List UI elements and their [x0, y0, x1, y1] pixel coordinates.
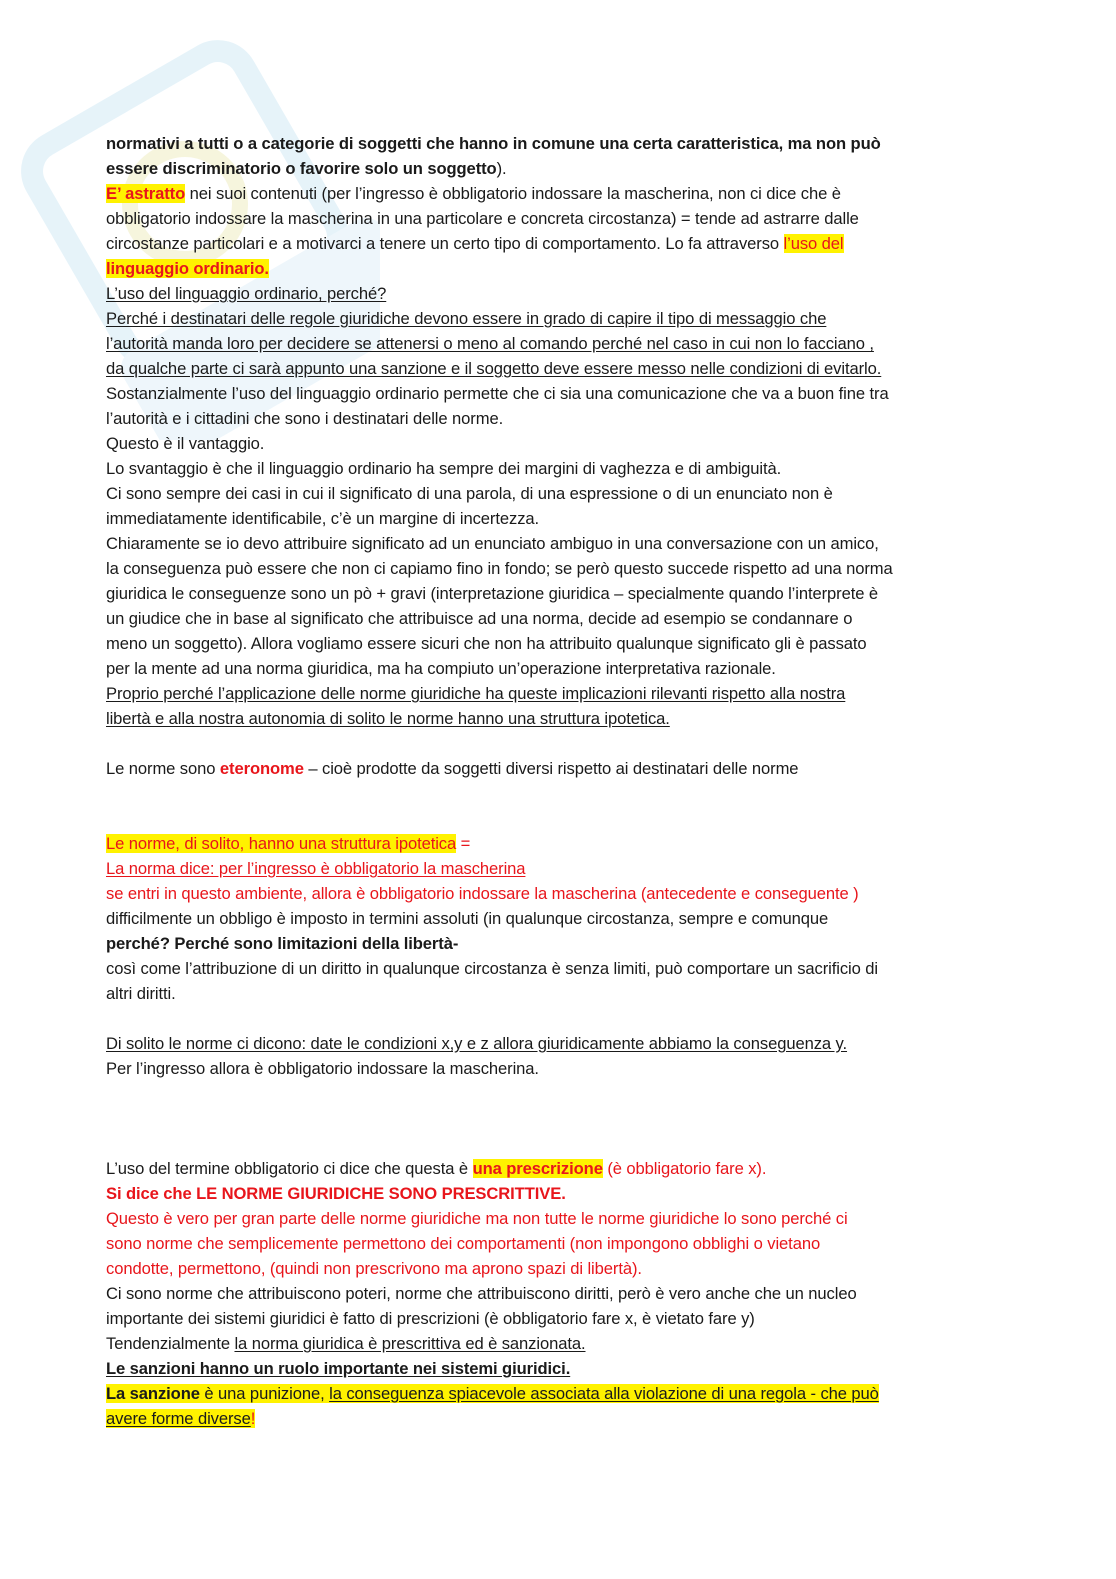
text-line — [106, 331, 1006, 356]
text-run: E’ astratto — [106, 184, 186, 203]
text-line — [106, 356, 1006, 381]
text-run: meno un soggetto). Allora vogliamo essere sicuri che non ha attribuito qualunque significato gli è passato — [106, 634, 867, 653]
text-line — [106, 1281, 1006, 1306]
text-line — [106, 481, 1006, 506]
text-line — [106, 906, 1006, 931]
text-run: è una punizione, — [199, 1384, 330, 1403]
text-run: La sanzione — [106, 1384, 200, 1403]
text-line — [106, 1306, 1006, 1331]
text-run: l’autorità e i cittadini che sono i destinatari delle norme. — [106, 409, 504, 428]
text-run: perché? Perché sono limitazioni della libertà- — [106, 934, 459, 953]
text-line — [106, 681, 1006, 706]
text-run: circostanze particolari e a motivarci a tenere un certo tipo di comportamento. Lo fa attraverso — [106, 234, 784, 253]
text-line — [106, 831, 1006, 856]
text-run: difficilmente un obbligo è imposto in termini assoluti (in qualunque circostanza, sempre e comunque — [106, 909, 829, 928]
text-line — [106, 1381, 1006, 1406]
blank-line — [106, 781, 1006, 806]
text-run: condotte, permettono, (quindi non prescrivono ma aprono spazi di libertà). — [106, 1259, 642, 1278]
text-line — [106, 631, 1006, 656]
text-line — [106, 1156, 1006, 1181]
text-line — [106, 1356, 1006, 1381]
text-run: Tendenzialmente — [106, 1334, 235, 1353]
text-line — [106, 1056, 1006, 1081]
text-line — [106, 1331, 1006, 1356]
text-run: (è obbligatorio fare x). — [602, 1159, 767, 1178]
text-run: la conseguenza può essere che non ci capiamo fino in fondo; se però questo succede rispetto ad una norma — [106, 559, 893, 578]
text-run: Questo è il vantaggio. — [106, 434, 265, 453]
document-page — [106, 131, 1006, 1431]
text-line — [106, 206, 1006, 231]
text-line — [106, 1206, 1006, 1231]
text-run: avere forme diverse — [106, 1409, 251, 1428]
text-line — [106, 931, 1006, 956]
text-run: obbligatorio indossare la mascherina in una particolare e concreta circostanza) = tende ad astrarre dalle — [106, 209, 859, 228]
text-run: essere discriminatorio o favorire solo un soggetto — [106, 159, 497, 178]
text-run: la conseguenza spiacevole associata alla violazione di una regola - che può — [329, 1384, 879, 1403]
text-run: giuridica le conseguenze sono un pò + gravi (interpretazione giuridica – specialmente quando l’interprete è — [106, 584, 879, 603]
text-run: se entri in questo ambiente, allora è obbligatorio indossare la mascherina (antecedente e conseguente ) — [106, 884, 859, 903]
text-line — [106, 231, 1006, 256]
text-line — [106, 256, 1006, 281]
text-line — [106, 156, 1006, 181]
text-run: L’uso del termine obbligatorio ci dice che questa è — [106, 1159, 473, 1178]
text-line — [106, 281, 1006, 306]
text-line — [106, 856, 1006, 881]
text-run: l’uso del — [783, 234, 844, 253]
text-line — [106, 656, 1006, 681]
text-line — [106, 981, 1006, 1006]
text-run: nei suoi contenuti (per l’ingresso è obbligatorio indossare la mascherina, non ci dice che è — [185, 184, 841, 203]
blank-line — [106, 731, 1006, 756]
text-line — [106, 131, 1006, 156]
text-run: Le sanzioni hanno un ruolo importante nei sistemi giuridici. — [106, 1359, 571, 1378]
text-run: da qualche parte ci sarà appunto una sanzione e il soggetto deve essere messo nelle condizioni di evitarlo. — [106, 359, 882, 378]
text-run: Per l’ingresso allora è obbligatorio indossare la mascherina. — [106, 1059, 539, 1078]
text-run: La norma dice: per l’ingresso è obbligatorio la mascherina — [106, 859, 526, 878]
text-line — [106, 506, 1006, 531]
text-line — [106, 756, 1006, 781]
text-line — [106, 556, 1006, 581]
text-run: linguaggio ordinario. — [106, 259, 269, 278]
text-run: sono norme che semplicemente permettono dei comportamenti (non impongono obblighi o vietano — [106, 1234, 821, 1253]
text-run: un giudice che in base al significato che attribuisce ad una norma, decide ad esempio se condannare o — [106, 609, 853, 628]
text-run: Questo è vero per gran parte delle norme giuridiche ma non tutte le norme giuridiche lo sono perché ci — [106, 1209, 848, 1228]
text-run: libertà e alla nostra autonomia di solito le norme hanno una struttura ipotetica. — [106, 709, 670, 728]
text-run: = — [456, 834, 471, 853]
text-line — [106, 381, 1006, 406]
text-run: ). — [496, 159, 507, 178]
text-line — [106, 581, 1006, 606]
text-run: – cioè prodotte da soggetti diversi rispetto ai destinatari delle norme — [303, 759, 799, 778]
text-line — [106, 406, 1006, 431]
text-line — [106, 881, 1006, 906]
text-run: normativi a tutti o a categorie di soggetti che hanno in comune una certa caratteristica, ma non può — [106, 134, 881, 153]
text-run: importante dei sistemi giuridici è fatto di prescrizioni (è obbligatorio fare x, è vietato fare y) — [106, 1309, 755, 1328]
text-line — [106, 431, 1006, 456]
text-run: la norma giuridica è prescrittiva ed è sanzionata. — [234, 1334, 586, 1353]
text-run: Le norme sono — [106, 759, 220, 778]
text-line — [106, 606, 1006, 631]
text-line — [106, 1181, 1006, 1206]
text-run: Perché i destinatari delle regole giuridiche devono essere in grado di capire il tipo di messaggio che — [106, 309, 827, 328]
text-line — [106, 706, 1006, 731]
text-run: eteronome — [219, 759, 304, 778]
text-line — [106, 1256, 1006, 1281]
blank-line — [106, 1081, 1006, 1106]
text-line — [106, 1406, 1006, 1431]
text-line — [106, 531, 1006, 556]
text-line — [106, 456, 1006, 481]
text-run: ! — [250, 1409, 256, 1428]
text-run: l’autorità manda loro per decidere se attenersi o meno al comando perché nel caso in cui non lo facciano , — [106, 334, 874, 353]
text-line — [106, 1231, 1006, 1256]
text-run: per la mente ad una norma giuridica, ma ha compiuto un’operazione interpretativa razionale. — [106, 659, 776, 678]
text-run: Lo svantaggio è che il linguaggio ordinario ha sempre dei margini di vaghezza e di ambiguità. — [106, 459, 782, 478]
text-run: immediatamente identificabile, c’è un margine di incertezza. — [106, 509, 540, 528]
blank-line — [106, 806, 1006, 831]
text-run: altri diritti. — [106, 984, 176, 1003]
text-run: Si dice che LE NORME GIURIDICHE SONO PRESCRITTIVE. — [106, 1184, 566, 1203]
text-run: Le norme, di solito, hanno una struttura ipotetica — [106, 834, 457, 853]
text-run: Ci sono sempre dei casi in cui il significato di una parola, di una espressione o di un enunciato non è — [106, 484, 833, 503]
text-run: Sostanzialmente l’uso del linguaggio ordinario permette che ci sia una comunicazione che va a buon fine tra — [106, 384, 889, 403]
text-line — [106, 1031, 1006, 1056]
blank-line — [106, 1131, 1006, 1156]
blank-line — [106, 1106, 1006, 1131]
text-line — [106, 956, 1006, 981]
text-run: L’uso del linguaggio ordinario, perché? — [106, 284, 387, 303]
text-run: una prescrizione — [472, 1159, 603, 1178]
text-run: Di solito le norme ci dicono: date le condizioni x,y e z allora giuridicamente abbiamo la conseguenza y. — [106, 1034, 848, 1053]
text-line — [106, 306, 1006, 331]
text-run: Ci sono norme che attribuiscono poteri, norme che attribuiscono diritti, però è vero anche che un nucleo — [106, 1284, 857, 1303]
blank-line — [106, 1006, 1006, 1031]
text-run: Proprio perché l’applicazione delle norme giuridiche ha queste implicazioni rilevanti rispetto alla nostra — [106, 684, 846, 703]
text-run: Chiaramente se io devo attribuire significato ad un enunciato ambiguo in una conversazione con un amico, — [106, 534, 879, 553]
text-run: così come l’attribuzione di un diritto in qualunque circostanza è senza limiti, può comportare un sacrificio di — [106, 959, 878, 978]
text-line — [106, 181, 1006, 206]
